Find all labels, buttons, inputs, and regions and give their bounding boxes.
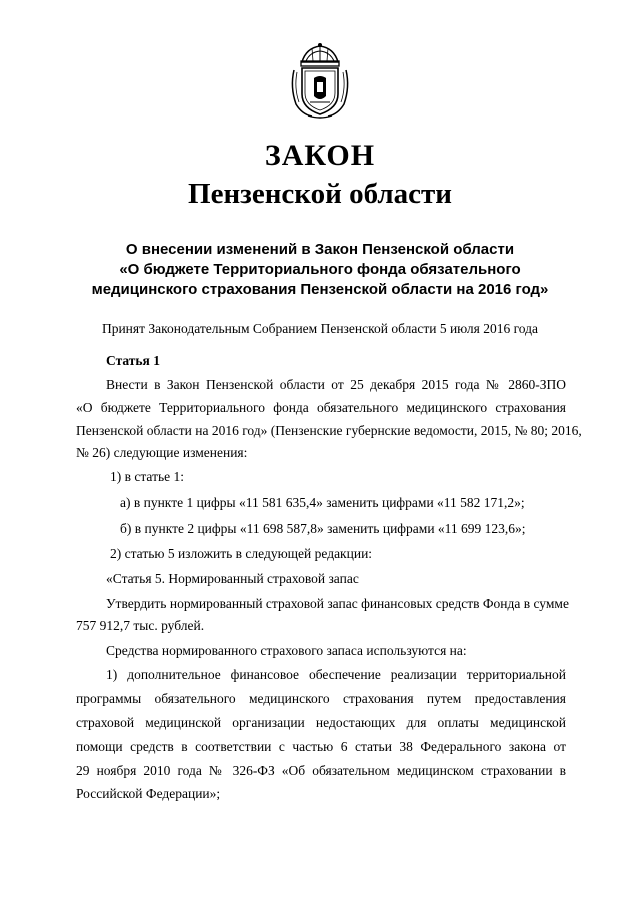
paragraph-line: страховой медицинской организации недостающих для оплаты медицинской	[76, 715, 566, 730]
list-item: 1) в статье 1:	[110, 469, 184, 484]
paragraph-line: 29 ноября 2010 года № 326-ФЗ «Об обязательном медицинском страховании в	[76, 763, 566, 778]
law-heading	[60, 240, 580, 300]
law-heading-line: «О бюджете Территориального фонда обязательного	[119, 261, 521, 278]
document-subtitle: Пензенской области	[188, 178, 452, 210]
paragraph-line: № 26) следующие изменения:	[76, 445, 248, 460]
paragraph-line: 757 912,7 тыс. рублей.	[76, 618, 205, 633]
list-subitem: а) в пункте 1 цифры «11 581 635,4» заменить цифрами «11 582 171,2»;	[120, 495, 525, 510]
paragraph-line: программы обязательного медицинского страхования путем предоставления	[76, 691, 566, 706]
paragraph-line: Внести в Закон Пензенской области от 25 декабря 2015 года № 2860-ЗПО	[106, 377, 566, 392]
adoption-note: Принят Законодательным Собранием Пензенской области 5 июля 2016 года	[101, 321, 539, 336]
quoted-article-title: «Статья 5. Нормированный страховой запас	[106, 571, 359, 586]
article-title: Статья 1	[106, 353, 160, 368]
document-title: ЗАКОН	[264, 139, 376, 172]
paragraph-line: Средства нормированного страхового запаса используются на:	[106, 643, 467, 658]
list-item: 2) статью 5 изложить в следующей редакции:	[110, 546, 373, 561]
paragraph-line: Утвердить нормированный страховой запас финансовых средств Фонда в сумме	[106, 596, 569, 611]
law-heading-line: медицинского страхования Пензенской области на 2016 год»	[91, 281, 549, 298]
paragraph-line: Пензенской области на 2016 год» (Пензенские губернские ведомости, 2015, № 80; 2016,	[76, 423, 582, 438]
paragraph-line: помощи средств в соответствии с частью 6 статьи 38 Федерального закона от	[76, 739, 566, 754]
paragraph-line: Российской Федерации»;	[76, 786, 221, 801]
coat-of-arms-icon	[288, 42, 352, 120]
law-heading-line: О внесении изменений в Закон Пензенской области	[125, 241, 515, 258]
list-subitem: б) в пункте 2 цифры «11 698 587,8» заменить цифрами «11 699 123,6»;	[120, 521, 526, 536]
paragraph-line: «О бюджете Территориального фонда обязательного медицинского страхования	[76, 400, 566, 415]
paragraph-line: 1) дополнительное финансовое обеспечение реализации территориальной	[106, 667, 566, 682]
